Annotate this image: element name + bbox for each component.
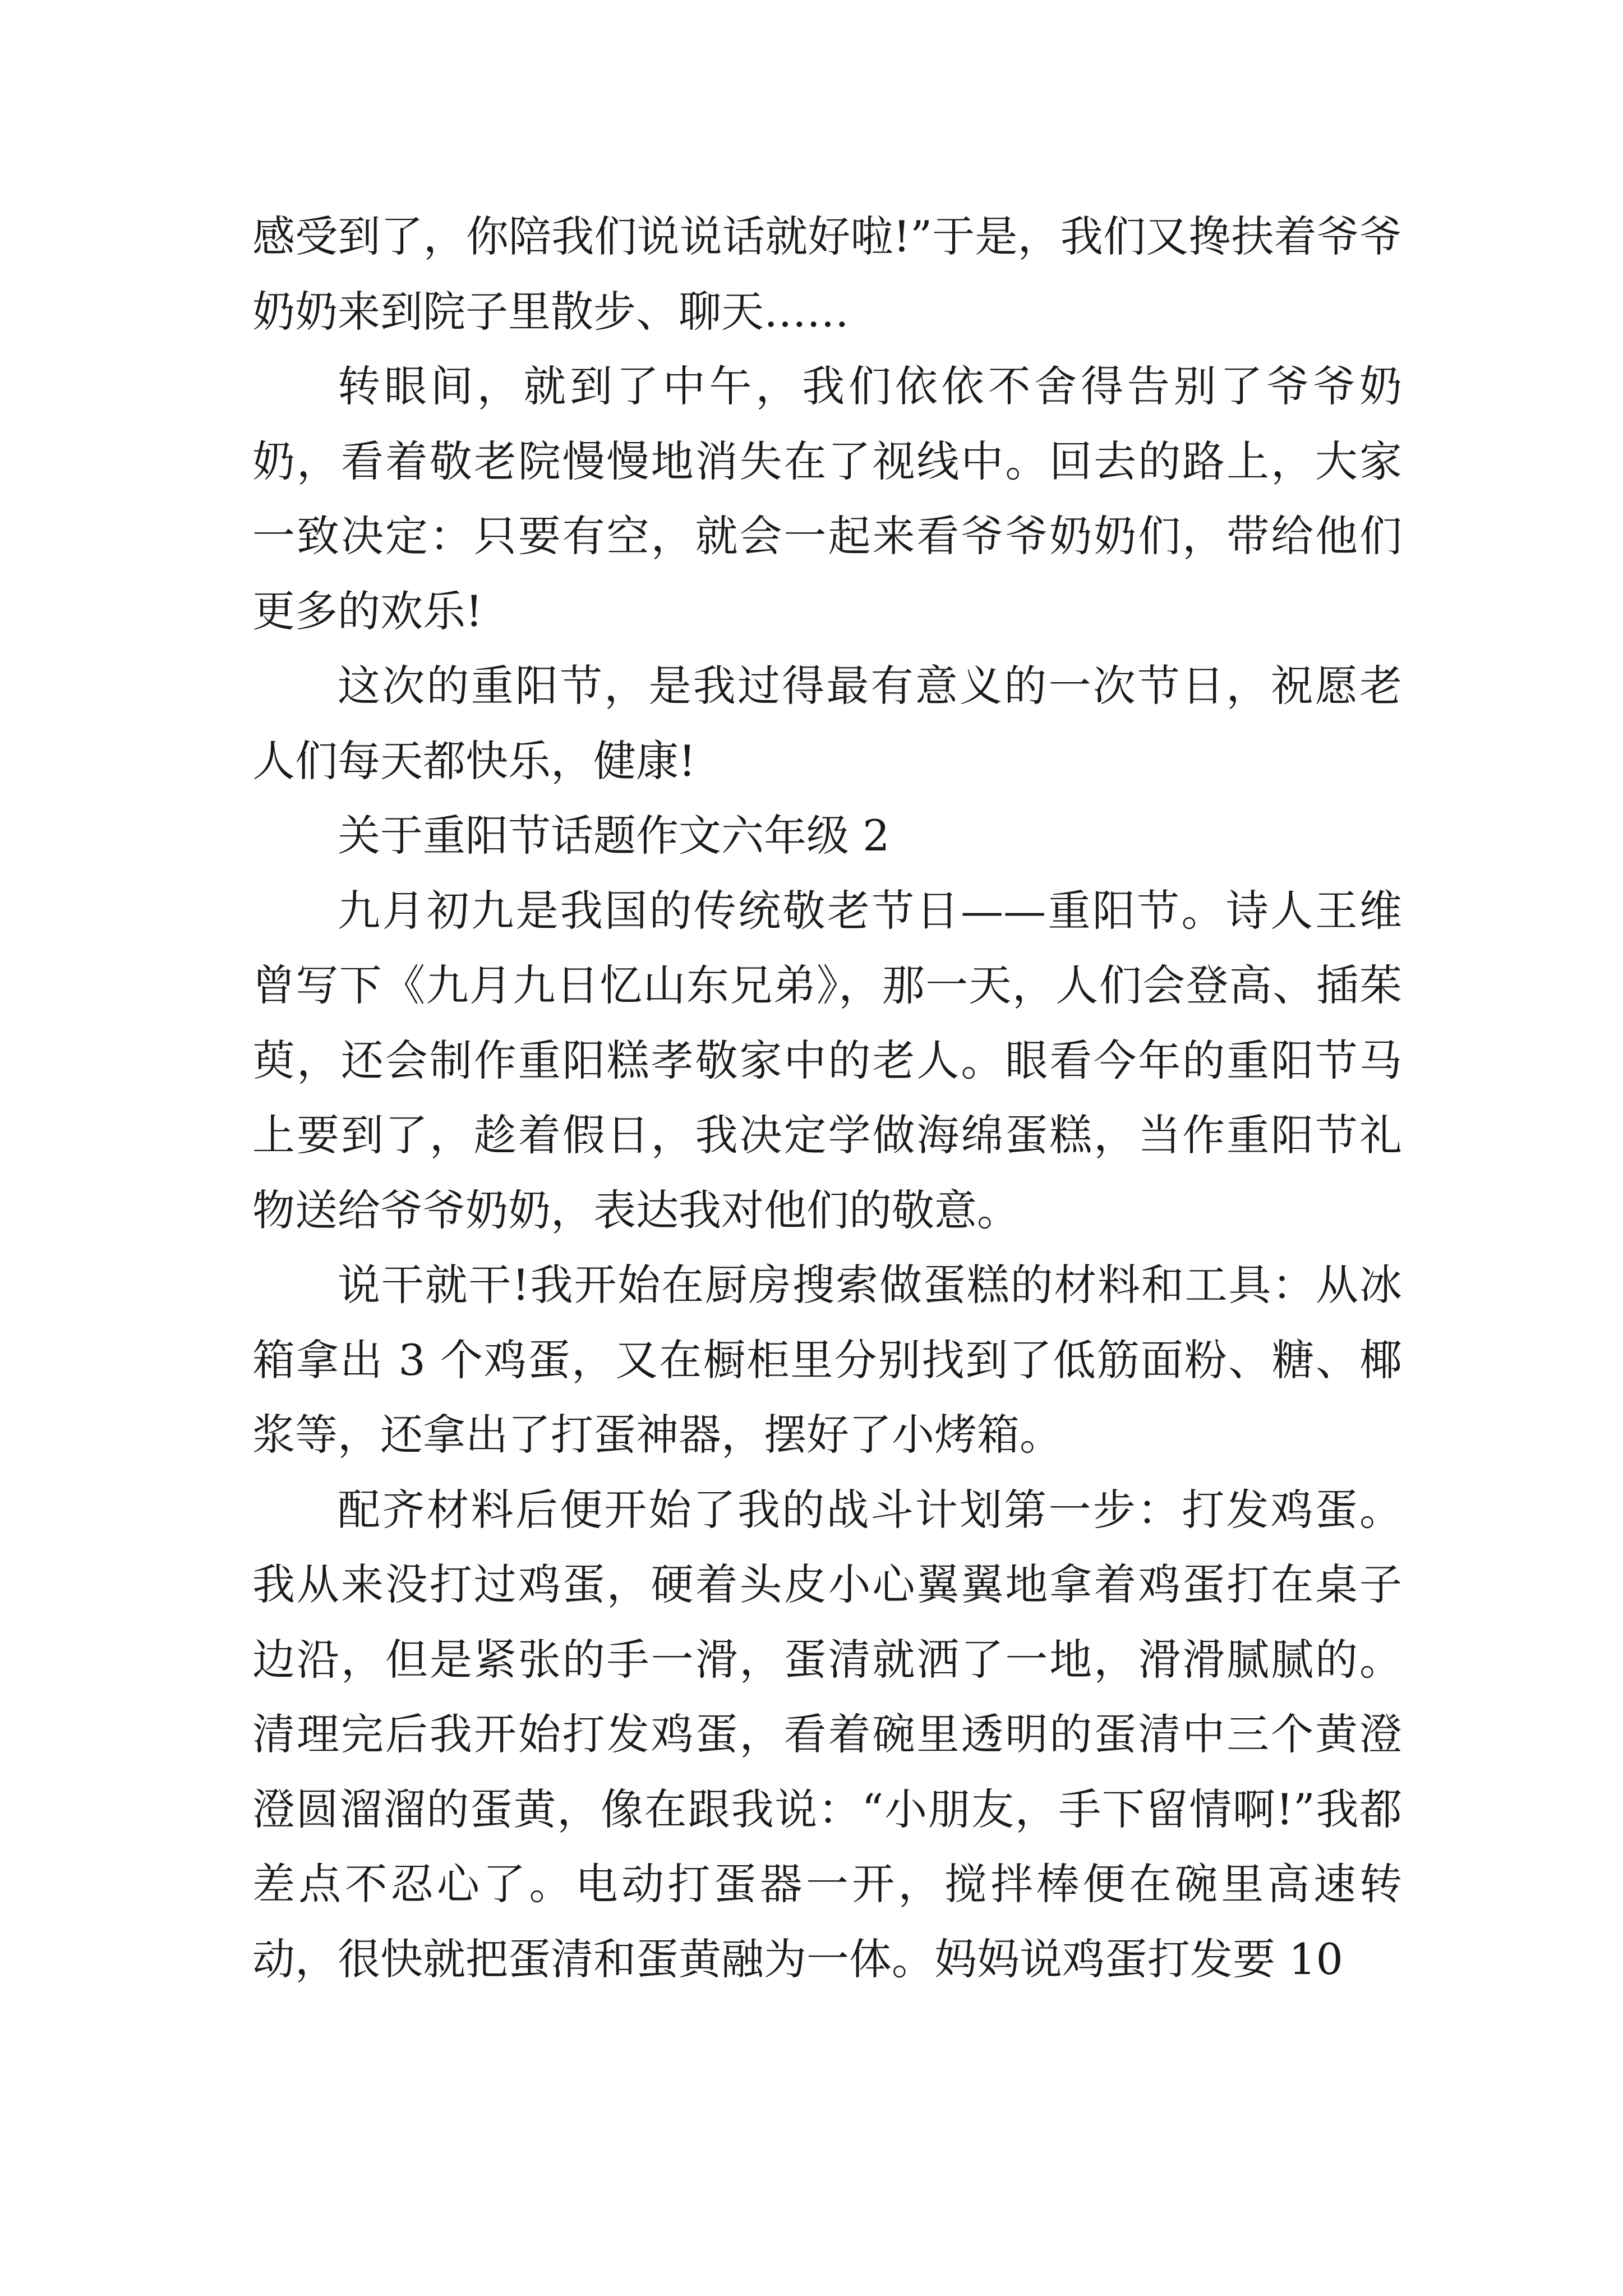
paragraph-5: 说干就干!我开始在厨房搜索做蛋糕的材料和工具：从冰箱拿出 3 个鸡蛋，又在橱柜里分别找到了低筋面粉、糖、椰浆等，还拿出了打蛋神器，摆好了小烤箱。 bbox=[252, 1260, 1402, 1460]
paragraph-4: 九月初九是我国的传统敬老节日——重阳节。诗人王维曾写下《九月九日忆山东兄弟》，那一天，人们会登高、插茱萸，还会制作重阳糕孝敬家中的老人。眼看今年的重阳节马上要到了，趁着假日，我决定学做海绵蛋糕，当作重阳节礼物送给爷爷奶奶，表达我对他们的敬意。 bbox=[252, 885, 1402, 1235]
document-body bbox=[252, 199, 1402, 1996]
paragraph-2: 转眼间，就到了中午，我们依依不舍得告别了爷爷奶奶，看着敬老院慢慢地消失在了视线中。回去的路上，大家一致决定：只要有空，就会一起来看爷爷奶奶们，带给他们更多的欢乐! bbox=[252, 361, 1402, 636]
paragraph-6: 配齐材料后便开始了我的战斗计划第一步：打发鸡蛋。我从来没打过鸡蛋，硬着头皮小心翼翼地拿着鸡蛋打在桌子边沿，但是紧张的手一滑，蛋清就洒了一地，滑滑腻腻的。清理完后我开始打发鸡蛋，看着碗里透明的蛋清中三个黄澄澄圆溜溜的蛋黄，像在跟我说：“小朋友，手下留情啊!”我都差点不忍心了。电动打蛋器一开，搅拌棒便在碗里高速转动，很快就把蛋清和蛋黄融为一体。妈妈说鸡蛋打发要 10 bbox=[252, 1484, 1402, 1984]
section-heading: 关于重阳节话题作文六年级 2 bbox=[338, 811, 890, 861]
paragraph-3: 这次的重阳节，是我过得最有意义的一次节日，祝愿老人们每天都快乐，健康! bbox=[252, 661, 1402, 786]
paragraph-1: 感受到了，你陪我们说说话就好啦!”于是，我们又搀扶着爷爷奶奶来到院子里散步、聊天…… bbox=[252, 211, 1402, 337]
